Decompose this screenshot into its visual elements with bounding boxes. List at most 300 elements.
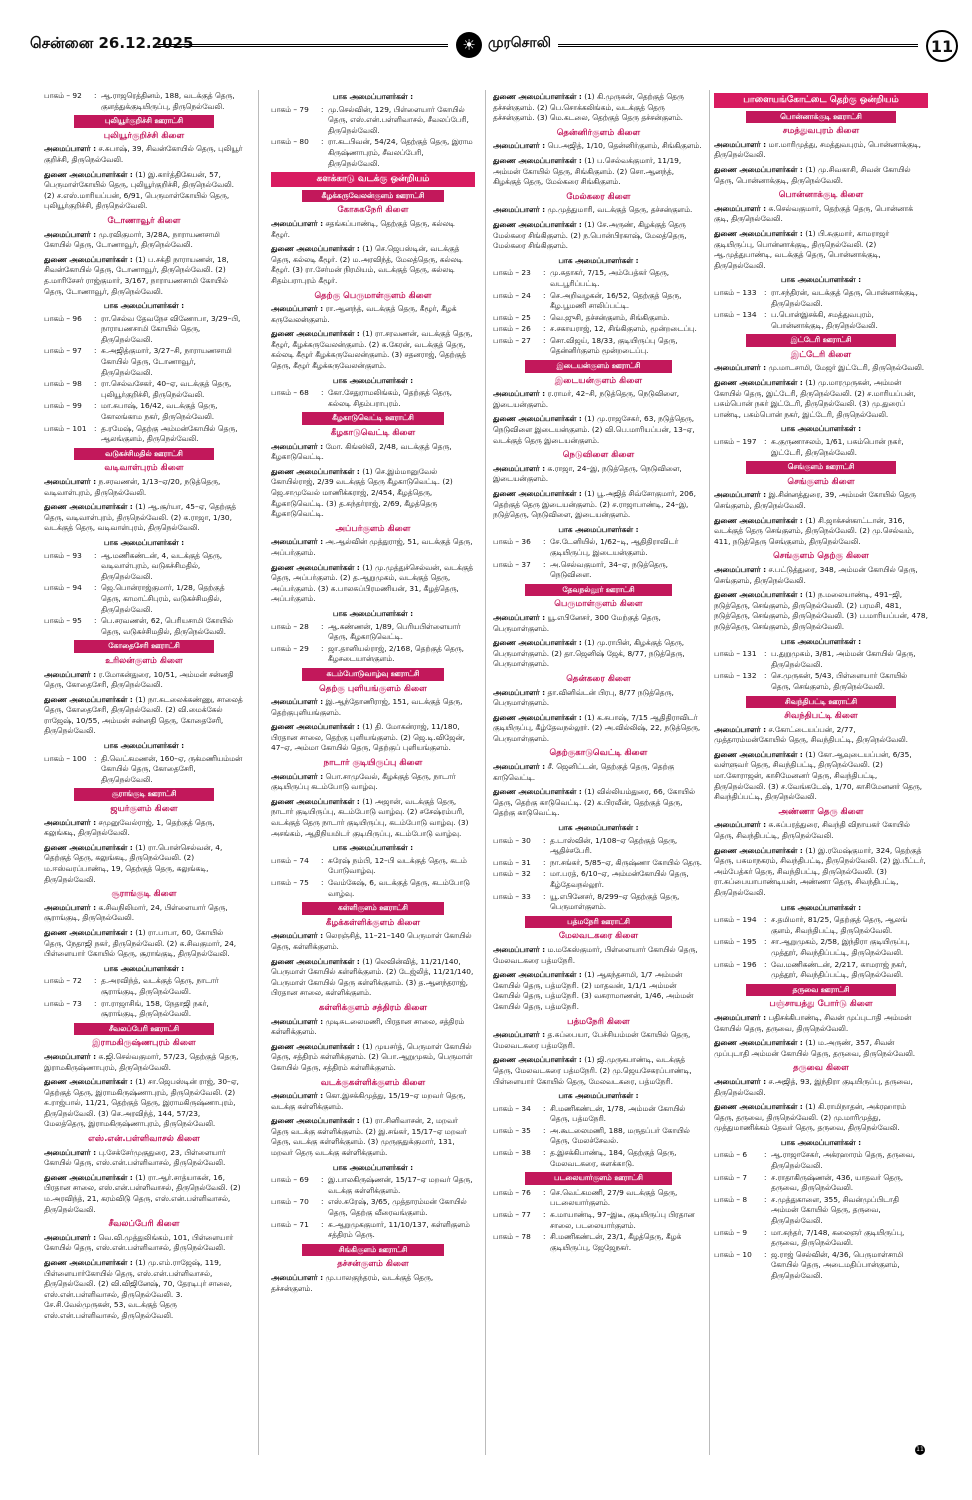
column-divider	[709, 90, 710, 1455]
booth-number: பாகம் – 36	[493, 537, 531, 547]
role-label: அமைப்பாளர் :	[271, 537, 324, 547]
branch-heading: இட்டேரி கிளை	[790, 349, 852, 360]
deputy-organisers-entry	[493, 220, 704, 252]
separator-colon: :	[94, 91, 97, 100]
role-label: துணை அமைப்பாளர்கள் :	[44, 927, 133, 937]
booth-number: பாகம் – 27	[493, 335, 531, 345]
separator-colon: :	[764, 1172, 767, 1182]
booth-row	[44, 91, 244, 112]
booth-row	[714, 1150, 928, 1171]
role-holders: சு.செல்வகுமார், தெற்குத் தெரு, பொன்னாக் குடி, திருநெல்வேலி.	[714, 203, 913, 224]
booth-organiser: த.ரமேஷ், தெற்கு அம்மன்கோயில் தெரு, ஆலங்குளம், திருநெல்வேலி.	[101, 423, 238, 444]
booth-row	[714, 310, 928, 331]
role-holders: (1) ஆ.சூர்யா, 45–ஏ, தெற்குத் தெரு, வடிவாள்புரம், திருநெல்வேலி. (2) க.ராஜா, 1/30, வடக்குத் தெரு, வடிவாள்புரம், திருநெல்வேலி.	[44, 502, 237, 533]
panchayat-heading: சூராங்குடி ஊராட்சி	[74, 788, 214, 801]
organiser-entry	[271, 537, 475, 558]
booth-row	[714, 671, 928, 692]
role-holders: ர.மோகன்துரை, 10/51, அம்மன் சன்னதி தெரு, கோதைசேரி, திருநெல்வேலி.	[44, 669, 234, 690]
masthead-rule-left	[158, 44, 448, 47]
organiser-entry	[714, 1013, 928, 1034]
separator-colon: :	[94, 583, 97, 593]
booth-organiser: ஜா.தானியல்ராஜ், 2/168, தெற்குத் தெரு, கீழசடையான்குளம்.	[328, 643, 464, 664]
role-label: துணை அமைப்பாளர்கள் :	[271, 562, 360, 572]
organiser-entry	[271, 931, 475, 952]
booth-organiser: எஸ்.சுரேஷ், 3/65, முத்தாரம்மன் கோயில் தெரு, தெற்கு வீரைவங்குளம்.	[328, 1197, 467, 1218]
role-label: அமைப்பாளர் :	[271, 697, 324, 707]
booth-organiser: வே.மணிகண்டன், 2/217, காமராஜ் நகர், முத்தூர், சிவந்திப்பட்டி, திருநெல்வேலி.	[771, 959, 907, 980]
booth-number: பாகம் – 75	[271, 878, 309, 887]
separator-colon: :	[543, 857, 546, 867]
deputy-organisers-entry	[493, 970, 704, 1012]
booth-organisers-heading: பாக அமைப்பாளர்கள் :	[780, 275, 862, 285]
booth-organisers-heading: பாக அமைப்பாளர்கள் :	[780, 636, 862, 646]
separator-colon: :	[321, 137, 324, 147]
role-label: அமைப்பாளர் :	[44, 477, 97, 486]
city-date: சென்னை 26.12.2025	[30, 34, 194, 52]
booth-organiser: வேம்கேஷ், 6, வடக்குத் தெரு, கடம்போடு வாழ்வு.	[328, 878, 470, 898]
booth-number: பாகம் – 134	[714, 310, 757, 320]
deputy-organisers-entry	[271, 957, 475, 999]
deputy-organisers-entry	[493, 713, 704, 745]
booth-row	[44, 379, 244, 400]
separator-colon: :	[543, 891, 546, 901]
role-holders: (1) மு.ராபின், கிழக்குத் தெரு, பெருமாள்குளம். (2) தா.ஜெனிஷ் ஜேக், 8/77, நடுத்தெரு, பெருமாள்குளம்.	[493, 638, 685, 669]
booth-organiser: ஆ.கண்ணன், 1/89, பெரியபிள்ளையார் தெரு, கீழகாடுவெட்டி.	[328, 621, 461, 642]
role-holders: (1) ரா.ஆர்.சாத்யாகன், 16, பிரதான சாலை, எஸ்.என்.பள்ளிவாசல், திருநெல்வேலி. (2) ம.அரவிந்த், 21, கரம்விடு தெரு, எஸ்.என்.பள்ளிவாசல், திருநெல்வேலி.	[44, 1172, 241, 1214]
booth-organiser: சி.மணிகண்டன், 23/1, கீழத்தெரு, கீழக் குடியிருப்பு, ஜேஜேநகர்.	[550, 1232, 682, 1252]
separator-colon: :	[94, 616, 97, 626]
booth-number: பாகம் – 92	[44, 91, 82, 100]
booth-row	[493, 560, 704, 581]
role-holders: ந.சரவணன், 1/13–ஏ/20, நடுத்தெரு, வடிவாள்புரம், திருநெல்வேலி.	[44, 477, 221, 497]
role-label: அமைப்பாளர் :	[714, 564, 767, 574]
masthead-rule-right	[558, 44, 918, 47]
panchayat-heading: இட்டேரி ஊராட்சி	[746, 334, 896, 347]
booth-organisers-heading: பாக அமைப்பாளர்கள் :	[780, 1137, 862, 1147]
booth-organiser: மா.சுபாஷ், 16/42, வடக்குத் தெரு, கோலங்காம நகர், திருநெல்வேலி.	[101, 401, 218, 422]
role-holders: சதங்கப்பாண்டி, தெற்குத் தெரு, கல்லடி கீழூர்.	[271, 218, 455, 239]
role-holders: ர.ராமர், 42–சி, நடுத்தெரு, நெடுவிளை, இடையன்குளம்.	[493, 389, 680, 409]
panchayat-heading: சிவந்திபட்டி ஊராட்சி	[746, 696, 896, 709]
booth-organiser: ச.தமிமார், 81/25, தெற்குத் தெரு, ஆலங் குளம், சிவந்திபட்டி, திருநெல்வேலி.	[771, 915, 908, 935]
booth-number: பாகம் – 74	[271, 855, 309, 865]
booth-row	[271, 137, 475, 169]
deputy-organisers-entry	[44, 843, 244, 885]
branch-heading: நாடார் குடியிருப்பு கிளை	[323, 758, 423, 769]
role-holders: (1) ஆகந்தசாமி, 1/7 அம்மன் கோயில் தெரு, பத்மநேரி. (2) மாதவன், 1/1/1 அம்மன் கோயில் தெரு, பத்மநேரி. (3) வசுராமாணன், 1/46, அம்மன் கோயில் தெரு, பத்மநேரி.	[493, 970, 694, 1011]
separator-colon: :	[764, 1194, 767, 1204]
booth-row	[271, 856, 475, 877]
role-label: துணை அமைப்பாளர்கள் :	[493, 1055, 582, 1065]
booth-organiser: ப.துறுமுகம், 3/81, அம்மன் கோயில் தெரு, திருநெல்வேலி.	[771, 649, 916, 669]
branch-heading: அண்ணா தெரு கிளை	[778, 806, 864, 817]
separator-colon: :	[543, 1125, 546, 1135]
panchayat-heading: கள்ளிகுளம் ஊராட்சி	[302, 902, 445, 915]
booth-row	[714, 649, 928, 670]
booth-number: பாகம் – 72	[44, 976, 82, 986]
separator-colon: :	[543, 1148, 546, 1158]
booth-number: பாகம் – 197	[714, 437, 757, 447]
organiser-entry	[493, 688, 704, 709]
organiser-entry	[493, 945, 704, 966]
role-holders: வெ.வி.முத்துலிங்கம், 101, பிள்ளையார் கோயில் தெரு, எஸ்.என்.பள்ளிவாசல், திருநெல்வேலி.	[44, 1232, 234, 1253]
newspaper-name: முரசொலி	[488, 35, 551, 51]
role-label: அமைப்பாளர் :	[44, 902, 97, 912]
branch-heading: சிவந்திபட்டி கிளை	[784, 711, 858, 722]
panchayat-heading: தருவை ஊராட்சி	[746, 984, 896, 997]
separator-colon: :	[94, 401, 97, 411]
role-holders: மு.மாடசாமி, மேஜர் இட்டேரி, திருநெல்வேலி.	[768, 363, 925, 373]
deputy-organisers-entry	[493, 92, 704, 124]
role-holders: (1) சா.ஜெபஸ்டின் ராஜ், 30–ஏ, தெற்குத் தெரு, இராமகிருஷ்ணாபுரம், திருநெல்வேலி. (2) சு.ராஜ்பால், 11/21, தெற்குத் தெரு, இராமகிருஷ்ணாபுரம், திருநெல்வேலி. (3) செ.அரவிந்த், 144, 57/23, மேலத்தெரு, இராமகிருஷ்ணாபுரம், திருநெல்வேலி.	[44, 1077, 239, 1129]
booth-organiser: ஜெ.பொன்ராஜ்குமார், 1/28, தெற்குத் தெரு, காமாட்சிபுரம், வடுகச்சிமதில், திருநெல்வேலி.	[101, 583, 225, 614]
role-label: துணை அமைப்பாளர்கள் :	[714, 1102, 803, 1112]
booth-row	[271, 388, 475, 409]
branch-heading: கள்ளிக்குளம் சத்திரம் கிளை	[318, 1002, 428, 1013]
organiser-entry	[44, 1148, 244, 1169]
role-label: அமைப்பாளர் :	[714, 724, 767, 734]
role-holders: (1) ம.அருண், 357, சிவன் முப்புடாதி அம்மன் கோயில் தெரு, தருவை, திருநெல்வேலி.	[714, 1038, 916, 1058]
role-label: துணை அமைப்பாளர்கள் :	[271, 1116, 360, 1126]
role-holders: (1) ப.செல்வக்குமார், 11/19, அம்மன் கோயில் தெரு, சிங்கிகுளம். (2) சொ.ஆனந்த், கிழக்குத் தெரு, மேல்கரை சிங்கிகுளம்.	[493, 155, 682, 187]
role-holders: த.சுப்பையா, பேச்சியம்மன் கோயில் தெரு, மேலவடகரை பத்மநேரி.	[493, 1030, 691, 1050]
separator-colon: :	[543, 559, 546, 569]
role-holders: (1) ரா.பாபா, 60, கோயில் தெரு, நேதாஜி நகர், திருநெல்வேலி. (2) க.சிவகுமார், 24, பிள்ளையார் கோயில் தெரு, சூராங்குடி, திருநெல்வேலி.	[44, 927, 237, 959]
deputy-organisers-entry	[493, 638, 704, 670]
role-label: அமைப்பாளர் :	[714, 363, 767, 373]
booth-row	[493, 1210, 704, 1231]
role-label: துணை அமைப்பாளர்கள் :	[44, 502, 133, 512]
booth-organiser: த.அரவிந்த், வடக்குத் தெரு, நாடார் சூராங்குடி, திருநெல்வேலி.	[101, 976, 219, 996]
booth-number: பாகம் – 8	[714, 1194, 748, 1204]
role-label: அமைப்பாளர் :	[271, 1091, 324, 1101]
booth-row	[493, 291, 704, 312]
role-holders: தா.வினிவ்டன் பிரபு, 8/77 நடுத்தெரு, பெருமாள்குளம்.	[493, 687, 674, 708]
role-holders: (1) ப.சக்தி நாராயணன், 18, சிவன்கோயில் தெரு, டோணாவூர், திருநெல்வேலி. (2) த.மாரிசேசர் ராஜ்குமார், 3/167, நாராயணசாமி கோயில் தெரு, டோணாவூர், திருநெல்வேலி.	[44, 254, 229, 296]
booth-number: பாகம் – 68	[271, 388, 309, 398]
role-label: துணை அமைப்பாளர்கள் :	[44, 842, 133, 852]
role-label: துணை அமைப்பாளர்கள் :	[271, 244, 360, 254]
role-holders: பெ.அஜித், 1/10, தென்னிர்குளம், சிங்கிகுளம்.	[547, 141, 702, 151]
booth-number: பாகம் – 32	[493, 869, 531, 879]
booth-row	[493, 313, 704, 324]
organiser-entry	[271, 304, 475, 325]
branch-heading: கோசுகநேரி கிளை	[337, 205, 409, 216]
booth-organisers-heading: பாக அமைப்பாளர்கள் :	[103, 741, 185, 751]
booth-organiser: தி.வெட்கமணன், 160–ஏ, ருக்மணியம்மன் கோயில் தெரு, கோதைசேரி, திருநெல்வேலி.	[101, 753, 243, 784]
booth-organiser: அ.கூடலைமணி, 188, மருதப்பர் கோயில் தெரு, மேலச்சேவல்.	[550, 1125, 690, 1146]
separator-colon: :	[543, 1232, 546, 1242]
panchayat-heading: இடையன்குளம் ஊராட்சி	[525, 360, 673, 373]
separator-colon: :	[543, 537, 546, 547]
booth-number: பாகம் – 7	[714, 1172, 748, 1182]
separator-colon: :	[94, 998, 97, 1008]
branch-heading: நெடுவிளை கிளை	[562, 450, 635, 461]
booth-organisers-heading: பாக அமைப்பாளர்கள் :	[558, 524, 639, 534]
booth-row	[271, 644, 475, 665]
role-holders: (1) முயசர்த், பெருமாள் கோயில் தெரு, சத்திரம் கள்ளிக்குளம். (2) பொ.ஆறுமுகம், பெருமாள் கோயில் தெரு, சத்திரம் கள்ளிக்குளம்.	[271, 1041, 473, 1072]
role-holders: (1) வில்லியம்துரை, 66, கோயில் தெரு, தெற்கு காடுவெட்டி. (2) க.பிரவீன், தெற்குத் தெரு, தெற்கு காடுவெட்டி.	[493, 787, 695, 818]
role-holders: (1) தி. மோகன்ராஜ், 11/180, பிரதான சாலை, தெற்கு புளியங்குளம். (2) ஜெ.டி.விஜேன், 47–ஏ, அம்மா கோயில் தெரு, தெற்குப் புளியங்குளம்.	[271, 722, 465, 753]
role-label: அமைப்பாளர் :	[44, 229, 97, 239]
role-label: துணை அமைப்பாளர்கள் :	[714, 515, 803, 525]
deputy-organisers-entry	[271, 1116, 475, 1158]
role-holders: ச.பட்டுத்துரை, 348, அம்மன் கோயில் தெரு, செங்குளம், திருநெல்வேலி.	[714, 564, 918, 585]
role-holders: க.சிவநிலிமார், 24, பிள்ளையார் தெரு, சூராங்குடி, திருநெல்வேலி.	[44, 902, 228, 923]
separator-colon: :	[94, 550, 97, 560]
booth-organiser: சே.டேனியில், 1/62–டி, ஆதிதிராவிடர் குடியிருப்பு, இடையன்குளம்.	[550, 537, 679, 557]
role-label: துணை அமைப்பாளர்கள் :	[714, 228, 803, 238]
deputy-organisers-entry	[271, 1042, 475, 1074]
branch-heading: கீழக்கள்ளிக்குளம் கிளை	[325, 917, 421, 928]
booth-organisers-heading: பாக அமைப்பாளர்கள் :	[103, 537, 185, 547]
booth-number: பாகம் – 93	[44, 550, 82, 560]
branch-heading: டோணாவூர் கிளை	[107, 215, 181, 226]
booth-organiser: ச.முத்துகாளை, 355, சிவன்முப்பிடாதி அம்மன் கோயில் தெரு, தருவை, திருநெல்வேலி.	[771, 1194, 899, 1226]
column-divider	[258, 90, 259, 1455]
footer-page-mark: 11	[916, 1446, 924, 1453]
role-label: அமைப்பாளர் :	[44, 1232, 97, 1242]
role-holders: (1) மு.முத்துச்செல்வன், வடக்குத் தெரு, அப்பர்குளம். (2) த.ஆறுமுகம், வடக்குத் தெரு, அப்பர்குளம். (3) சு.பாலசுப்பிரமணியன், 31, கீழத்தெரு, அப்பர்குளம்.	[271, 562, 474, 604]
role-label: துணை அமைப்பாளர்கள் :	[44, 694, 133, 704]
role-holders: சு.ராஜா, 24–இ, நடுத்தெரு, நெடுவிளை, இடையன்குளம்.	[493, 463, 682, 484]
booth-organiser: த.டாஸ்வின், 1/108–ஏ தெற்குத் தெரு, ஆதிச்சபேரி.	[550, 835, 678, 856]
role-label: அமைப்பாளர் :	[271, 1016, 324, 1026]
role-holders: மு.ரவிகுமார், 3/28A, நாராயணசாமி கோயில் தெரு, டோணாவூர், திருநெல்வேலி.	[44, 229, 220, 250]
organiser-entry	[44, 477, 244, 498]
booth-row	[44, 976, 244, 997]
role-label: அமைப்பாளர் :	[714, 139, 767, 149]
booth-number: பாகம் – 71	[271, 1219, 309, 1229]
role-label: துணை அமைப்பாளர்கள் :	[271, 956, 360, 966]
branch-heading: புலியூர்குறிச்சி கிளை	[103, 130, 185, 141]
role-label: அமைப்பாளர் :	[714, 1012, 767, 1022]
role-label: அமைப்பாளர் :	[493, 463, 546, 473]
organiser-entry	[44, 670, 244, 691]
role-holders: (1) ந.மலையாண்டி, 491–ஜி, நடுத்தெரு, செங்குளம், திருநெல்வேலி. (2) பரமசி, 481, நடுத்தெரு, செங்குளம், திருநெல்வேலி. (3) ப.மாரியப்பன், 478, நடுத்தெரு, செங்குளம், திருநெல்வேலி.	[714, 590, 928, 631]
role-label: அமைப்பாளர் :	[493, 762, 546, 772]
booth-number: பாகம் – 26	[493, 324, 531, 334]
separator-colon: :	[764, 915, 767, 925]
separator-colon: :	[543, 1187, 546, 1197]
booth-number: பாகம் – 195	[714, 937, 757, 947]
booth-number: பாகம் – 194	[714, 915, 757, 925]
role-label: துணை அமைப்பாளர்கள் :	[714, 164, 803, 174]
deputy-organisers-entry	[44, 1077, 244, 1130]
role-label: அமைப்பாளர் :	[493, 687, 546, 697]
column-4	[714, 90, 928, 1455]
role-label: துணை அமைப்பாளர்கள் :	[44, 169, 133, 179]
booth-organiser: ச.சகாயராஜ், 12, சிங்கிகுளம், மூன்றடைப்பு.	[550, 324, 697, 334]
role-label: அமைப்பாளர் :	[44, 817, 97, 827]
deputy-organisers-entry	[493, 414, 704, 446]
booth-organiser: சு.அஜித்குமார், 3/27–சி, நாராயணசாமி கோயில் தெரு, டோணாவூர், திருநெல்வேலி.	[101, 346, 232, 377]
role-holders: சு.ஜி.செல்வகுமார், 57/23, தெற்குத் தெரு, இராமகிருஷ்ணாபுரம், திருநெல்வேலி.	[44, 1051, 239, 1072]
booth-number: பாகம் – 69	[271, 1175, 309, 1185]
separator-colon: :	[764, 937, 767, 947]
role-holders: (1) கி.முருகன், தெற்குத் தெரு தச்சன்குளம். (2) பெ.சொக்கலிங்கம், வடக்குத் தெரு தச்சன்குளம். (3) மெ.கடலை, தெற்குத் தெரு தச்சன்குளம்.	[493, 92, 684, 123]
role-holders: மு.முத்துமாரி, வடக்குத் தெரு, தச்சன்குளம்.	[547, 205, 693, 215]
role-holders: (1) ரா.சரவணன், வடக்குத் தெரு, கீழூர், கீழக்கருவேலன்குளம். (2) க.கேரன், வடக்குத் தெரு, கல்லடி கீழூர் கீழக்கருவேலன்குளம். (3) சதனராஜ், தெற்குத் தெரு, கீழூர் கீழக்கருவேலன்குளம்.	[271, 329, 473, 371]
separator-colon: :	[321, 104, 324, 114]
booth-number: பாகம் – 29	[271, 643, 309, 653]
branch-heading: தெற்குகாடுவெட்டி கிளை	[549, 748, 648, 759]
booth-organisers-heading: பாக அமைப்பாளர்கள் :	[558, 823, 639, 833]
deputy-organisers-entry	[714, 516, 928, 548]
booth-organisers-heading: பாக அமைப்பாளர்கள் :	[780, 902, 862, 912]
role-label: அமைப்பாளர் :	[493, 141, 546, 151]
booth-organiser: ரா.ராஜாசிங், 158, நேதாஜி நகர், சூராங்குடி, திருநெல்வேலி.	[101, 998, 209, 1019]
booth-organiser: அ.செல்வகுமார், 34–ஏ, நடுத்தெரு, நெடுவிளை.	[550, 559, 668, 580]
deputy-organisers-entry	[493, 489, 704, 521]
role-holders: சமுனுவேல்ராஜ், 1, தெற்குத் தெரு, கலுங்கடி, திருநெல்வேலி.	[44, 817, 215, 838]
separator-colon: :	[321, 1219, 324, 1229]
role-label: அமைப்பாளர் :	[271, 441, 324, 451]
separator-colon: :	[764, 1227, 767, 1237]
booth-row	[44, 401, 244, 422]
booth-number: பாகம் – 33	[493, 891, 531, 901]
booth-row	[714, 1250, 928, 1282]
booth-row	[44, 314, 244, 346]
booth-number: பாகம் – 94	[44, 583, 82, 593]
role-holders: (1) கி.ராமிநாதன், அக்ரஹாரம் தெரு, தருவை, திருநெல்வேலி. (2) மு.மாரிமுத்து, முத்துமாணிக்கம் தேவர் தெரு, தருவை, திருநெல்வேலி.	[714, 1102, 907, 1133]
branch-heading: செங்குளம் கிளை	[787, 476, 855, 487]
organiser-entry	[44, 1052, 244, 1073]
booth-organiser: செ.அறிவழகன், 16/52, தெற்குத் தெரு, கீழ.பூமணி சாலிப்பட்டி.	[550, 290, 682, 311]
role-label: அமைப்பாளர் :	[44, 669, 97, 679]
role-label: அமைப்பாளர் :	[271, 1273, 324, 1282]
separator-colon: :	[543, 268, 546, 278]
role-label: துணை அமைப்பாளர்கள் :	[44, 1172, 133, 1182]
booth-row	[44, 424, 244, 445]
union-heading: பாளையங்கோட்டை தெற்கு ஒன்றியம்	[714, 93, 928, 108]
deputy-organisers-entry	[271, 467, 475, 520]
role-label: துணை அமைப்பாளர்கள் :	[493, 638, 582, 648]
booth-row	[493, 1104, 704, 1125]
deputy-organisers-entry	[271, 722, 475, 754]
organiser-entry	[493, 464, 704, 485]
panchayat-heading: கோதைசேரி ஊராட்சி	[74, 640, 214, 653]
role-label: அமைப்பாளர் :	[493, 612, 546, 622]
deputy-organisers-entry	[44, 1258, 244, 1322]
column-2	[271, 90, 475, 1455]
role-label: துணை அமைப்பாளர்கள் :	[493, 712, 582, 722]
booth-number: பாகம் – 9	[714, 1227, 748, 1237]
branch-heading: உரிலன்குளம் கிளை	[105, 655, 183, 666]
branch-heading: பொன்னாக்குடி கிளை	[778, 190, 864, 201]
booth-row	[271, 622, 475, 643]
booth-row	[44, 999, 244, 1020]
panchayat-heading: வடுகச்சிமதில் ஊராட்சி	[74, 448, 214, 461]
booth-organiser: ச.ராதாகிருஷ்ணன், 436, யாதவர் தெரு, தருவை, திருநெல்வேலி.	[771, 1172, 904, 1193]
organiser-entry	[714, 820, 928, 841]
role-holders: (1) பி.சுகுமார், காமராஜர் குடியிருப்பு, பொன்னாக்குடி, திருநெல்வேலி. (2) ஆ.முத்துபாண்டி, வடக்குத் தெரு, பொன்னாக்குடி, திருநெல்வேலி.	[714, 228, 890, 270]
booth-number: பாகம் – 79	[271, 104, 309, 114]
deputy-organisers-entry	[271, 797, 475, 839]
booth-organiser: சி.மணிகண்டன், 1/78, அம்மன் கோயில் தெரு, பத்மநேரி.	[550, 1103, 686, 1124]
role-label: அமைப்பாளர் :	[714, 203, 767, 213]
booth-row	[493, 324, 704, 335]
booth-row	[493, 1188, 704, 1209]
booth-row	[493, 1148, 704, 1169]
organiser-entry	[271, 1091, 475, 1112]
rising-sun-logo-icon: ☀	[456, 32, 482, 58]
booth-number: பாகம் – 95	[44, 616, 82, 626]
separator-colon: :	[94, 379, 97, 389]
branch-heading: தெற்கு புளியங்குளம் கிளை	[319, 683, 427, 694]
booth-row	[714, 288, 928, 309]
booth-number: பாகம் – 31	[493, 857, 531, 867]
booth-organiser: ரா.சந்திரன், வடக்குத் தெரு, பொன்னாக்குடி, திருநெல்வேலி.	[771, 287, 918, 308]
role-holders: பு.சேக்சேர்முகுதுரை, 23, பிள்ளையார் கோயில் தெரு, எஸ்.என்.பள்ளிவாசல், திருநெல்வேலி.	[44, 1147, 226, 1168]
booth-row	[493, 268, 704, 289]
separator-colon: :	[321, 388, 324, 398]
role-label: துணை அமைப்பாளர்கள் :	[493, 787, 582, 797]
role-holders: (1) சே.அருண், கிழக்குத் தெரு மேல்கரை சிங்கிகுளம். (2) ந.பொன்பிரகாஷ், மேலத்தெரு, மேல்கரை சிங்கிகுளம்.	[493, 219, 687, 251]
role-label: துணை அமைப்பாளர்கள் :	[271, 796, 360, 806]
branch-heading: தச்சன்குளம் கிளை	[337, 1259, 409, 1270]
booth-organiser: இ.பாலகிருஷ்ணன், 15/17–ஏ மறவர் தெரு, வடக்கு கள்ளிக்குளம்.	[328, 1175, 473, 1195]
booth-row	[271, 878, 475, 899]
booth-number: பாகம் – 196	[714, 959, 757, 969]
role-holders: (1) க.சுபாஷ், 7/15 ஆதிதிராவிடர் குடியிருப்பு, கீழ்தேவநல்லூர். (2) அ.வில்லிஷ், 22, நடுத்தெரு, பெருமாள்குளம்.	[493, 712, 701, 743]
role-holders: (1) இ.கார்த்திகேயன், 57, பெருமாள்கோயில் தெரு, புலியூர்குறிச்சி, திருநெல்வேலி. (2) ச.எஸ்.மாரியப்பன், 6/91, பெருமாள்கோயில் தெரு, புலியூர்குறிச்சி, திருநெல்வேலி.	[44, 169, 235, 211]
separator-colon: :	[543, 1103, 546, 1113]
union-heading: களக்காடு வடக்கு ஒன்றியம்	[271, 172, 475, 187]
booth-organiser: மு.செல்வின், 129, பிள்ளையார் கோயில் தெரு, எஸ்.என்.பள்ளிவாசல், சீவலப்பேரி, திருநெல்வேலி.	[328, 104, 469, 135]
separator-colon: :	[321, 643, 324, 653]
booth-organiser: கோ.சேதுராமலிங்கம், தெற்குத் தெரு, கல்லடி சிதம்பராபுரம்.	[328, 388, 452, 408]
role-holders: (1) செ.ஜெபஸ்டின், வடக்குத் தெரு, கல்லடி கீழூர். (2) ம.அரவிந்த், மேலத்தெரு, கல்லடி கீழூர். (3) ரா.சேர்மன் நிரமியம், வடக்குத் தெரு, கல்லடி சிதம்பராபுரம் கீழூர்.	[271, 244, 463, 285]
booth-organisers-heading: பாக அமைப்பாளர்கள் :	[558, 1091, 639, 1101]
organiser-entry	[44, 230, 244, 251]
role-holders: (1) ரா.சினிவாசன், 2, மறவர் தெரு வடக்கு கள்ளிக்குளம். (2) இ.சங்கர், 15/17–ஏ மறவர் தெரு, வடக்கு கள்ளிக்குளம். (3) முருகுதுக்குமார், 131, மறவர் தெரு வடக்கு கள்ளிக்குளம்.	[271, 1116, 467, 1158]
role-label: அமைப்பாளர் :	[493, 389, 546, 399]
booth-organisers-heading: பாக அமைப்பாளர்கள் :	[103, 301, 185, 311]
organiser-entry	[44, 903, 244, 924]
page-number: 11	[926, 30, 958, 62]
role-holders: யூ.எபினேசர், 300 மேற்குத் தெரு, பெருமாள்குளம்.	[493, 612, 661, 633]
branch-heading: வடக்குகள்ளிக்குளம் கிளை	[320, 1077, 426, 1088]
separator-colon: :	[321, 621, 324, 631]
booth-row	[714, 960, 928, 981]
booth-row	[714, 437, 928, 458]
booth-row	[714, 915, 928, 936]
role-label: அமைப்பாளர் :	[44, 144, 97, 154]
role-label: துணை அமைப்பாளர்கள் :	[44, 1258, 133, 1267]
booth-row	[271, 1175, 475, 1196]
booth-number: பாகம் – 100	[44, 753, 87, 763]
booth-organisers-heading: பாக அமைப்பாளர்கள் :	[332, 1162, 414, 1172]
role-label: அமைப்பாளர் :	[714, 1076, 767, 1086]
branch-heading: கீழகாடுவெட்டி கிளை	[330, 428, 416, 439]
booth-number: பாகம் – 101	[44, 423, 87, 433]
organiser-entry	[493, 762, 704, 783]
deputy-organisers-entry	[714, 1038, 928, 1059]
branch-heading: பெருமாள்குளம் கிளை	[554, 599, 643, 610]
booth-number: பாகம் – 77	[493, 1210, 531, 1220]
role-holders: ம.மகேஸ்குமார், பிள்ளையார் கோயில் தெரு, மேலவடகரை பத்மநேரி.	[493, 944, 698, 965]
panchayat-heading: கடம்போடுவாழ்வு ஊராட்சி	[302, 668, 445, 681]
organiser-entry	[271, 772, 475, 793]
booth-number: பாகம் – 78	[493, 1232, 531, 1242]
role-holders: ச.சுபாஷ், 39, சிவன்கோயில் தெரு, புலியூர் குறிச்சி, திருநெல்வேலி.	[44, 144, 243, 164]
role-holders: (1) பூ.அஜித் சிவ்சோகுமார், 206, தெற்குத் தெரு இடையன்குளம். (2) ச.ராஜாபாண்டி, 24–இ, நடுத்தெரு, நெடுவிளை, இடையன்குளம்.	[493, 489, 696, 520]
deputy-organisers-entry	[714, 590, 928, 632]
role-holders: மோ. கிங்ஸிலி, 2/48, வடக்குத் தெரு, கீழகாடுவெட்டி.	[271, 441, 452, 462]
panchayat-heading: செங்குளம் ஊராட்சி	[746, 461, 896, 474]
booth-number: பாகம் – 28	[271, 621, 309, 631]
